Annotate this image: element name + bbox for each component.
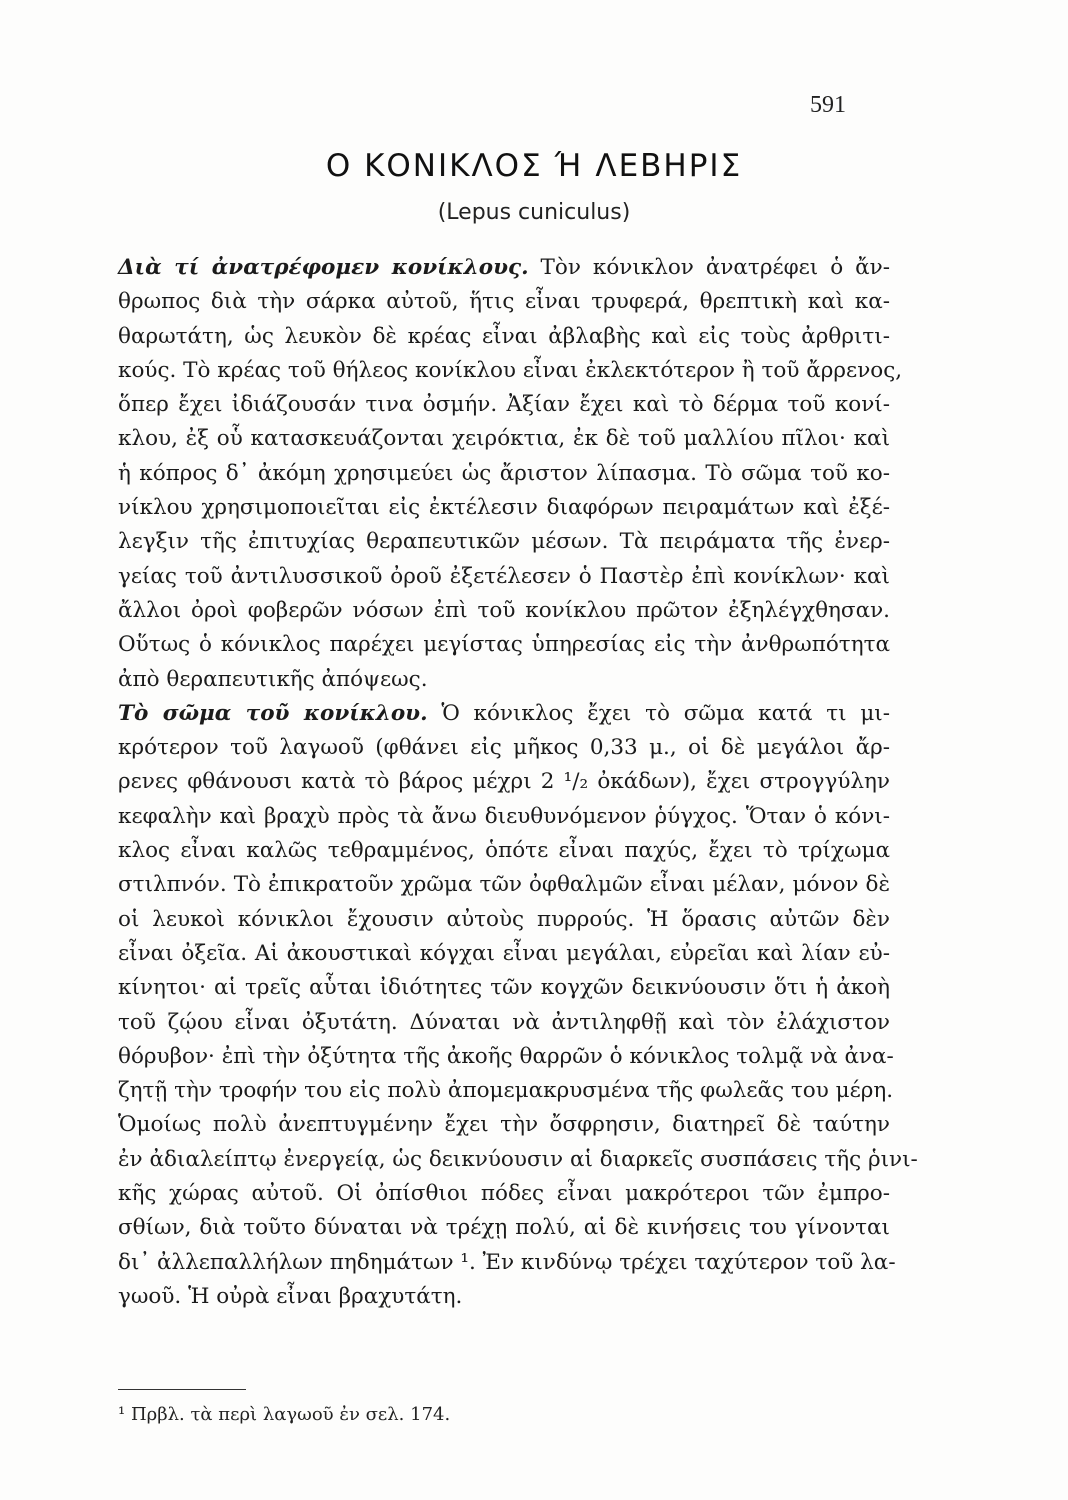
text-line (118, 800, 890, 834)
line-text: στιλπνόν. Τὸ ἐπικρατοῦν χρῶμα τῶν ὀφθαλμῶν εἶναι μέλαν, μόνον δὲ (118, 872, 890, 898)
body-text (118, 251, 918, 1314)
line-text: δι᾽ ἀλλεπαλλήλων πηδημάτων ¹. Ἐν κινδύνῳ τρέχει ταχύτερον τοῦ λα- (118, 1249, 896, 1275)
line-text: ὅπερ ἔχει ἰδιάζουσάν τινα ὀσμήν. Ἀξίαν ἔχει καὶ τὸ δέρμα τοῦ κονί- (118, 392, 890, 418)
line-text: Οὕτως ὁ κόνικλος παρέχει μεγίστας ὑπηρεσίας εἰς τὴν ἀνθρωπότητα (118, 632, 890, 658)
text-line (118, 525, 890, 559)
text-line (118, 1006, 890, 1040)
line-text: κλος εἶναι καλῶς τεθραμμένος, ὁπότε εἶναι παχύς, ἔχει τὸ τρίχωμα (118, 838, 890, 864)
text-line (118, 594, 890, 628)
line-text: τοῦ ζῴου εἶναι ὀξυτάτη. Δύναται νὰ ἀντιληφθῇ καὶ τὸν ἐλάχιστον (118, 1009, 890, 1035)
line-text: θόρυβον· ἐπὶ τὴν ὀξύτητα τῆς ἀκοῆς θαρρῶν ὁ κόνικλος τολμᾷ νὰ ἀνα- (118, 1043, 894, 1069)
line-text: γείας τοῦ ἀντιλυσσικοῦ ὀροῦ ἐξετέλεσεν ὁ Παστὲρ ἐπὶ κονίκλων· καὶ (118, 563, 890, 589)
line-text: λεγξιν τῆς ἐπιτυχίας θεραπευτικῶν μέσων. Τὰ πειράματα τῆς ἐνερ- (118, 529, 890, 555)
line-text: Τὸν κόνικλον ἀνατρέφει ὁ ἄν- (528, 255, 890, 280)
page-number: 591 (810, 92, 846, 118)
text-line (118, 354, 903, 388)
page-subtitle: (Lepus cuniculus) (437, 200, 631, 225)
line-text: ζητῇ τὴν τροφήν του εἰς πολὺ ἀπομεμακρυσμένα τῆς φωλεᾶς του μέρη. (118, 1078, 894, 1104)
line-text: κίνητοι· αἱ τρεῖς αὗται ἰδιότητες τῶν κογχῶν δεικνύουσιν ὅτι ἡ ἀκοὴ (118, 975, 890, 1001)
text-line (118, 765, 890, 799)
text-line (118, 1074, 894, 1108)
text-line (118, 697, 890, 731)
text-line (118, 1280, 890, 1314)
text-line (118, 628, 890, 662)
section-heading: Τὸ σῶμα τοῦ κονίκλου. (118, 700, 428, 726)
text-line (118, 731, 890, 765)
line-text: ἡ κόπρος δ᾽ ἀκόμη χρησιμεύει ὡς ἄριστον λίπασμα. Τὸ σῶμα τοῦ κο- (118, 460, 890, 486)
text-line (118, 834, 890, 868)
footnote: ¹ Πρβλ. τὰ περὶ λαγωοῦ ἐν σελ. 174. (118, 1404, 451, 1425)
line-text: ρενες φθάνουσι κατὰ τὸ βάρος μέχρι 2 ¹/₂ ὀκάδων), ἔχει στρογγύλην (118, 769, 890, 795)
text-line (118, 1177, 890, 1211)
text-line (118, 457, 890, 491)
text-line (118, 422, 890, 456)
line-text: κρότερον τοῦ λαγωοῦ (φθάνει εἰς μῆκος 0,33 μ., οἱ δὲ μεγάλοι ἄρ- (118, 735, 890, 761)
line-text: ἀπὸ θεραπευτικῆς ἀπόψεως. (118, 666, 428, 692)
text-line (118, 560, 890, 594)
text-line (118, 320, 890, 354)
text-line (118, 1246, 896, 1280)
text-line (118, 491, 890, 525)
text-line (118, 388, 890, 422)
text-line (118, 1108, 890, 1142)
line-text: κούς. Τὸ κρέας τοῦ θήλεος κονίκλου εἶναι ἐκλεκτότερον ἢ τοῦ ἄρρενος, (118, 357, 903, 383)
line-text: θρωπος διὰ τὴν σάρκα αὐτοῦ, ἥτις εἶναι τρυφερά, θρεπτικὴ καὶ κα- (118, 289, 890, 315)
section-heading: Διὰ τί ἀνατρέφομεν κονίκλους. (118, 255, 529, 280)
text-line (118, 937, 890, 971)
text-line (118, 903, 890, 937)
text-line (118, 868, 890, 902)
line-text: κῆς χώρας αὐτοῦ. Οἱ ὀπίσθιοι πόδες εἶναι μακρότεροι τῶν ἐμπρο- (118, 1181, 890, 1207)
text-line (118, 1040, 894, 1074)
line-text: Ὁ κόνικλος ἔχει τὸ σῶμα κατά τι μι- (427, 700, 890, 726)
text-line (118, 251, 890, 285)
line-text: ἐν ἀδιαλείπτῳ ἐνεργείᾳ, ὡς δεικνύουσιν αἱ διαρκεῖς συσπάσεις τῆς ῥινι- (118, 1146, 918, 1172)
line-text: ἄλλοι ὀροὶ φοβερῶν νόσων ἐπὶ τοῦ κονίκλου πρῶτον ἐξηλέγχθησαν. (118, 597, 890, 623)
line-text: κεφαλὴν καὶ βραχὺ πρὸς τὰ ἄνω διευθυνόμενον ῥύγχος. Ὅταν ὁ κόνι- (118, 803, 890, 829)
line-text: γωοῦ. Ἡ οὐρὰ εἶναι βραχυτάτη. (118, 1283, 463, 1309)
page-title: Ο ΚΟΝΙΚΛΟΣ Ή ΛΕΒΗΡΙΣ (325, 148, 743, 184)
footnote-divider (118, 1389, 246, 1390)
line-text: Ὁμοίως πολὺ ἀνεπτυγμένην ἔχει τὴν ὄσφρησιν, διατηρεῖ δὲ ταύτην (118, 1112, 890, 1138)
line-text: εἶναι ὀξεῖα. Αἱ ἀκουστικαὶ κόγχαι εἶναι μεγάλαι, εὐρεῖαι καὶ λίαν εὐ- (118, 940, 890, 966)
text-line (118, 971, 890, 1005)
line-text: σθίων, διὰ τοῦτο δύναται νὰ τρέχῃ πολύ, αἱ δὲ κινήσεις του γίνονται (118, 1215, 890, 1241)
line-text: κλου, ἐξ οὗ κατασκευάζονται χειρόκτια, ἐκ δὲ τοῦ μαλλίου πῖλοι· καὶ (118, 426, 890, 452)
text-line (118, 285, 890, 319)
line-text: οἱ λευκοὶ κόνικλοι ἔχουσιν αὐτοὺς πυρρούς. Ἡ ὅρασις αὐτῶν δὲν (118, 906, 890, 932)
text-line (118, 663, 890, 697)
text-line (118, 1211, 890, 1245)
line-text: θαρωτάτη, ὡς λευκὸν δὲ κρέας εἶναι ἀβλαβὴς καὶ εἰς τοὺς ἀρθριτι- (118, 323, 890, 349)
text-line (118, 1143, 918, 1177)
line-text: νίκλου χρησιμοποιεῖται εἰς ἐκτέλεσιν διαφόρων πειραμάτων καὶ ἐξέ- (118, 495, 890, 521)
